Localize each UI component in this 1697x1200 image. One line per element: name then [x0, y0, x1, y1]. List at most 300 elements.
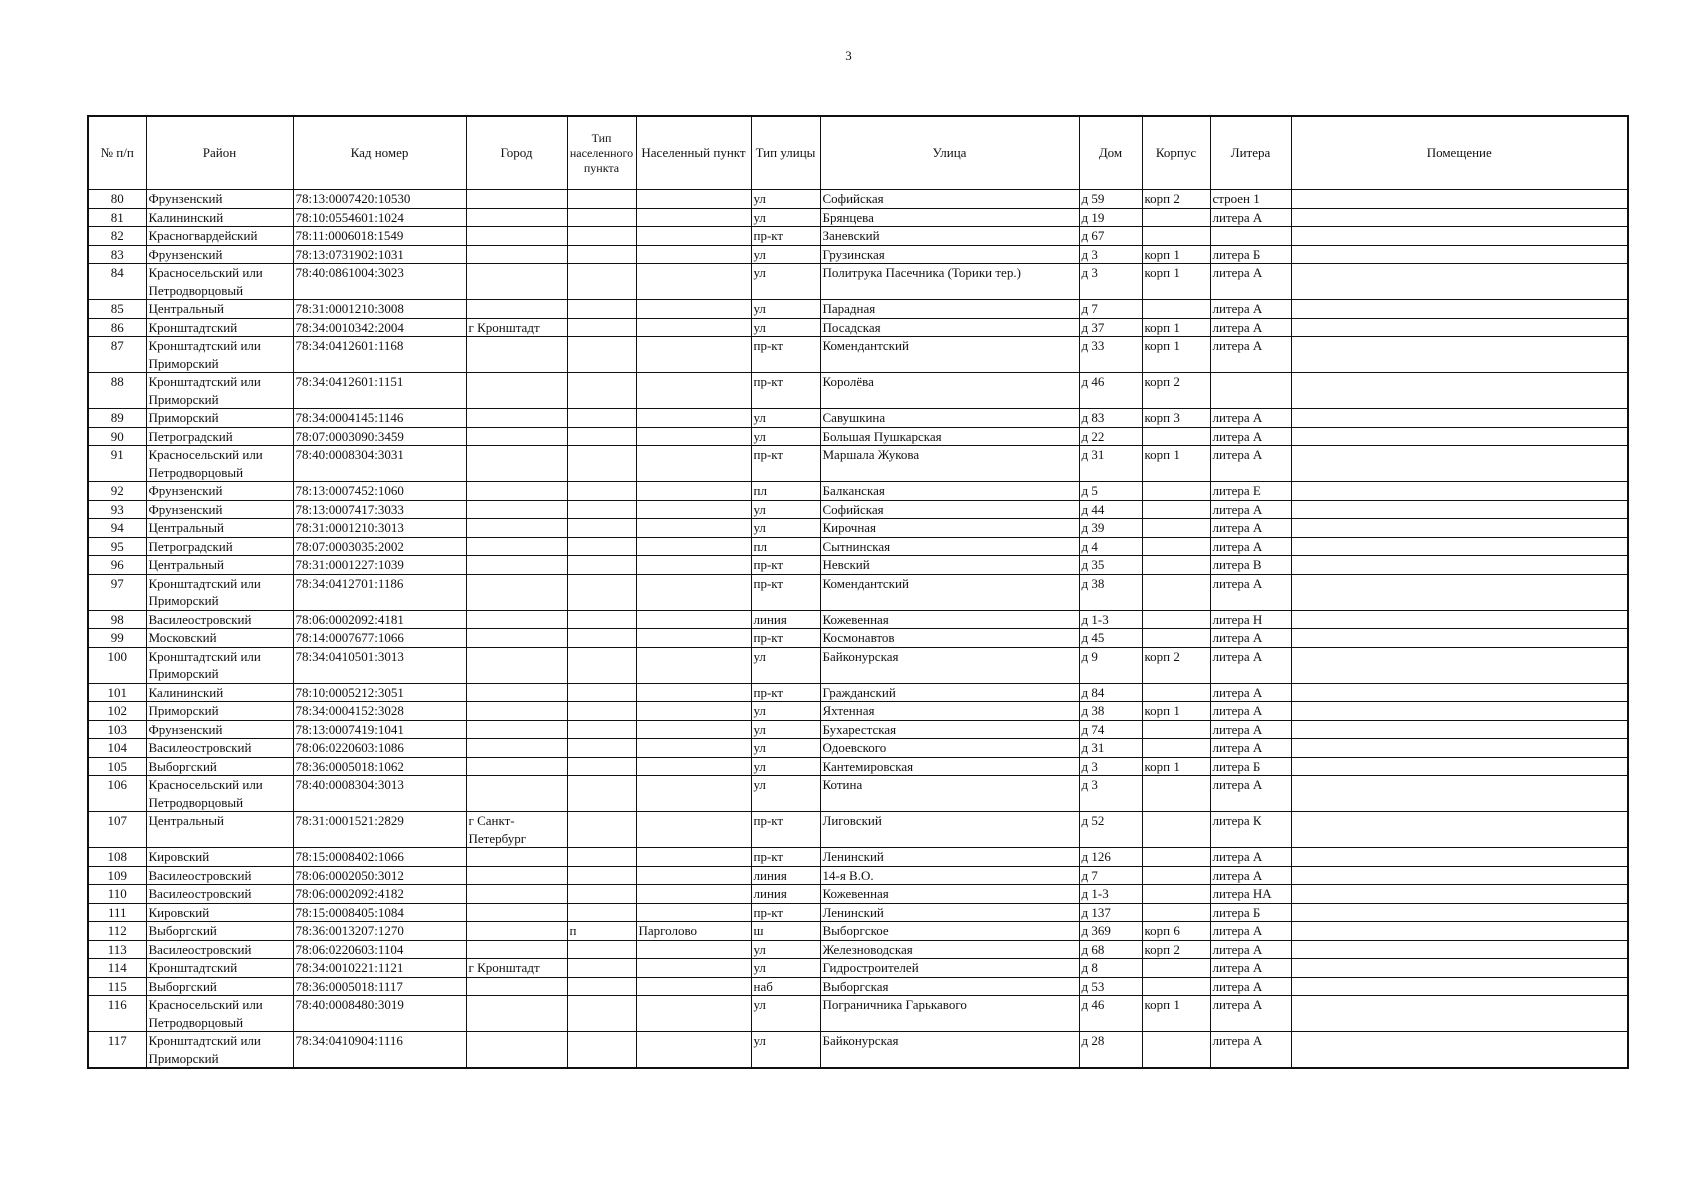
cell-district: Красносельский или Петродворцовый [146, 446, 293, 482]
cell-cadastral: 78:34:0010342:2004 [293, 318, 466, 337]
cell-premises [1291, 1032, 1628, 1069]
table-row [88, 739, 1628, 758]
cell-street-type: ул [751, 519, 820, 538]
cell-cadastral: 78:07:0003035:2002 [293, 537, 466, 556]
table-row [88, 482, 1628, 501]
cell-premises [1291, 629, 1628, 648]
cell-city: г Санкт-Петербург [466, 812, 567, 848]
cell-street-type: ул [751, 647, 820, 683]
cell-settlement [636, 903, 751, 922]
cell-settlement [636, 848, 751, 867]
cell-street: Большая Пушкарская [820, 427, 1079, 446]
cell-house: д 68 [1079, 940, 1142, 959]
header-premises: Помещение [1291, 116, 1628, 190]
cell-building: корп 1 [1142, 245, 1210, 264]
cell-street-type: ул [751, 264, 820, 300]
cell-house: д 28 [1079, 1032, 1142, 1069]
cell-premises [1291, 959, 1628, 978]
cell-settlement [636, 519, 751, 538]
cell-settlement [636, 556, 751, 575]
cell-district: Василеостровский [146, 739, 293, 758]
cell-district: Фрунзенский [146, 482, 293, 501]
table-row [88, 922, 1628, 941]
cell-district: Калининский [146, 208, 293, 227]
cell-street: Посадская [820, 318, 1079, 337]
cell-letter: строен 1 [1210, 190, 1291, 209]
cell-street-type: ул [751, 720, 820, 739]
table-row [88, 629, 1628, 648]
cell-building: корп 2 [1142, 373, 1210, 409]
cell-premises [1291, 848, 1628, 867]
cell-settlement-type [567, 683, 636, 702]
cell-house: д 3 [1079, 245, 1142, 264]
cell-city [466, 885, 567, 904]
cell-house: д 84 [1079, 683, 1142, 702]
cell-settlement-type [567, 885, 636, 904]
table-row [88, 683, 1628, 702]
cell-district: Кронштадтский или Приморский [146, 337, 293, 373]
cell-building [1142, 1032, 1210, 1069]
cell-street-type: пр-кт [751, 812, 820, 848]
cell-street-type: ул [751, 996, 820, 1032]
cell-district: Василеостровский [146, 885, 293, 904]
cell-building [1142, 812, 1210, 848]
cell-premises [1291, 373, 1628, 409]
cell-building [1142, 427, 1210, 446]
cell-premises [1291, 264, 1628, 300]
cell-settlement [636, 337, 751, 373]
cell-city [466, 903, 567, 922]
cell-street-type: линия [751, 866, 820, 885]
cell-district: Василеостровский [146, 610, 293, 629]
cell-street-type: ул [751, 1032, 820, 1069]
cell-premises [1291, 922, 1628, 941]
cell-num: 111 [88, 903, 146, 922]
cell-street-type: ул [751, 940, 820, 959]
cell-letter: литера Б [1210, 245, 1291, 264]
cell-settlement: Парголово [636, 922, 751, 941]
cell-settlement [636, 757, 751, 776]
cell-street-type: пр-кт [751, 848, 820, 867]
cell-city [466, 245, 567, 264]
cell-settlement-type [567, 977, 636, 996]
cell-letter: литера А [1210, 959, 1291, 978]
cell-street-type: ул [751, 245, 820, 264]
cell-street-type: ул [751, 739, 820, 758]
cell-num: 104 [88, 739, 146, 758]
cell-letter: литера А [1210, 537, 1291, 556]
cell-city: г Кронштадт [466, 959, 567, 978]
cell-city [466, 227, 567, 246]
cell-city [466, 500, 567, 519]
cell-premises [1291, 482, 1628, 501]
header-num: № п/п [88, 116, 146, 190]
header-street-type: Тип улицы [751, 116, 820, 190]
cell-cadastral: 78:10:0005212:3051 [293, 683, 466, 702]
cell-settlement-type [567, 610, 636, 629]
cell-district: Кировский [146, 903, 293, 922]
cell-house: д 38 [1079, 702, 1142, 721]
property-table [87, 115, 1629, 1069]
cell-letter: литера А [1210, 866, 1291, 885]
cell-num: 99 [88, 629, 146, 648]
cell-num: 83 [88, 245, 146, 264]
cell-cadastral: 78:36:0005018:1062 [293, 757, 466, 776]
cell-district: Красносельский или Петродворцовый [146, 264, 293, 300]
cell-building [1142, 720, 1210, 739]
cell-cadastral: 78:13:0731902:1031 [293, 245, 466, 264]
cell-premises [1291, 977, 1628, 996]
table-row [88, 959, 1628, 978]
header-city: Город [466, 116, 567, 190]
cell-settlement [636, 1032, 751, 1069]
cell-building [1142, 537, 1210, 556]
table-row [88, 940, 1628, 959]
cell-street-type: пр-кт [751, 337, 820, 373]
cell-house: д 8 [1079, 959, 1142, 978]
cell-district: Приморский [146, 409, 293, 428]
table-row [88, 190, 1628, 209]
cell-cadastral: 78:06:0002050:3012 [293, 866, 466, 885]
cell-city [466, 683, 567, 702]
cell-premises [1291, 190, 1628, 209]
cell-settlement [636, 996, 751, 1032]
cell-num: 89 [88, 409, 146, 428]
cell-district: Выборгский [146, 757, 293, 776]
cell-settlement [636, 500, 751, 519]
cell-street: Одоевского [820, 739, 1079, 758]
cell-building [1142, 959, 1210, 978]
cell-settlement-type [567, 848, 636, 867]
cell-cadastral: 78:07:0003090:3459 [293, 427, 466, 446]
cell-settlement-type [567, 702, 636, 721]
cell-cadastral: 78:13:0007419:1041 [293, 720, 466, 739]
cell-letter: литера А [1210, 300, 1291, 319]
cell-num: 97 [88, 574, 146, 610]
cell-city [466, 848, 567, 867]
table-row [88, 264, 1628, 300]
cell-street-type: ул [751, 300, 820, 319]
cell-settlement-type [567, 519, 636, 538]
cell-city [466, 574, 567, 610]
cell-street-type: пр-кт [751, 373, 820, 409]
header-district: Район [146, 116, 293, 190]
cell-letter: литера А [1210, 996, 1291, 1032]
cell-building [1142, 610, 1210, 629]
cell-district: Калининский [146, 683, 293, 702]
cell-building: корп 1 [1142, 337, 1210, 373]
cell-house: д 9 [1079, 647, 1142, 683]
cell-settlement [636, 683, 751, 702]
cell-num: 94 [88, 519, 146, 538]
header-house: Дом [1079, 116, 1142, 190]
table-row [88, 776, 1628, 812]
cell-building [1142, 683, 1210, 702]
cell-settlement-type [567, 959, 636, 978]
cell-letter: литера К [1210, 812, 1291, 848]
cell-city [466, 519, 567, 538]
cell-street-type: линия [751, 610, 820, 629]
table-row [88, 409, 1628, 428]
cell-num: 109 [88, 866, 146, 885]
cell-street-type: ш [751, 922, 820, 941]
cell-num: 110 [88, 885, 146, 904]
cell-letter: литера А [1210, 208, 1291, 227]
cell-street: Софийская [820, 500, 1079, 519]
cell-letter: литера Б [1210, 903, 1291, 922]
cell-building [1142, 885, 1210, 904]
table-body [88, 190, 1628, 1069]
cell-settlement [636, 610, 751, 629]
cell-premises [1291, 556, 1628, 575]
cell-street: Космонавтов [820, 629, 1079, 648]
cell-letter: литера А [1210, 519, 1291, 538]
cell-settlement-type [567, 720, 636, 739]
cell-cadastral: 78:34:0412601:1168 [293, 337, 466, 373]
cell-settlement [636, 373, 751, 409]
cell-settlement-type [567, 757, 636, 776]
cell-district: Кронштадтский [146, 959, 293, 978]
cell-house: д 38 [1079, 574, 1142, 610]
cell-city [466, 208, 567, 227]
cell-num: 117 [88, 1032, 146, 1069]
table-row [88, 574, 1628, 610]
cell-premises [1291, 337, 1628, 373]
cell-settlement [636, 885, 751, 904]
cell-settlement [636, 977, 751, 996]
cell-street: Выборгское [820, 922, 1079, 941]
cell-num: 85 [88, 300, 146, 319]
table-row [88, 996, 1628, 1032]
cell-city [466, 409, 567, 428]
cell-letter: литера А [1210, 702, 1291, 721]
cell-settlement [636, 227, 751, 246]
cell-house: д 4 [1079, 537, 1142, 556]
cell-street: Гидростроителей [820, 959, 1079, 978]
cell-settlement [636, 739, 751, 758]
cell-district: Петроградский [146, 427, 293, 446]
cell-house: д 46 [1079, 996, 1142, 1032]
cell-district: Кронштадтский или Приморский [146, 1032, 293, 1069]
cell-settlement-type [567, 208, 636, 227]
cell-premises [1291, 996, 1628, 1032]
cell-street: Королёва [820, 373, 1079, 409]
cell-house: д 7 [1079, 866, 1142, 885]
table-row [88, 537, 1628, 556]
table-row [88, 757, 1628, 776]
cell-district: Центральный [146, 812, 293, 848]
table-row [88, 519, 1628, 538]
cell-letter: литера А [1210, 776, 1291, 812]
cell-house: д 74 [1079, 720, 1142, 739]
cell-premises [1291, 866, 1628, 885]
cell-settlement [636, 702, 751, 721]
cell-street: Политрука Пасечника (Торики тер.) [820, 264, 1079, 300]
cell-street-type: пр-кт [751, 683, 820, 702]
table-row [88, 977, 1628, 996]
table-row [88, 300, 1628, 319]
cell-settlement [636, 574, 751, 610]
cell-city [466, 446, 567, 482]
cell-house: д 19 [1079, 208, 1142, 227]
cell-letter: литера А [1210, 446, 1291, 482]
cell-letter: литера А [1210, 683, 1291, 702]
cell-num: 106 [88, 776, 146, 812]
cell-street: Сытнинская [820, 537, 1079, 556]
cell-num: 112 [88, 922, 146, 941]
cell-city [466, 556, 567, 575]
cell-premises [1291, 519, 1628, 538]
cell-cadastral: 78:31:0001210:3008 [293, 300, 466, 319]
table-row [88, 903, 1628, 922]
table-row [88, 245, 1628, 264]
cell-city [466, 702, 567, 721]
cell-district: Кронштадтский [146, 318, 293, 337]
cell-district: Кронштадтский или Приморский [146, 574, 293, 610]
cell-city [466, 629, 567, 648]
cell-street: Котина [820, 776, 1079, 812]
table-row [88, 556, 1628, 575]
cell-cadastral: 78:34:0004152:3028 [293, 702, 466, 721]
cell-city [466, 264, 567, 300]
cell-street-type: ул [751, 959, 820, 978]
cell-settlement [636, 812, 751, 848]
cell-num: 103 [88, 720, 146, 739]
cell-cadastral: 78:31:0001210:3013 [293, 519, 466, 538]
cell-street-type: пр-кт [751, 903, 820, 922]
cell-settlement [636, 959, 751, 978]
cell-settlement [636, 190, 751, 209]
cell-num: 107 [88, 812, 146, 848]
cell-building: корп 3 [1142, 409, 1210, 428]
cell-cadastral: 78:36:0005018:1117 [293, 977, 466, 996]
table-row [88, 227, 1628, 246]
cell-settlement [636, 446, 751, 482]
table-row [88, 208, 1628, 227]
cell-num: 100 [88, 647, 146, 683]
cell-house: д 45 [1079, 629, 1142, 648]
cell-cadastral: 78:40:0008304:3013 [293, 776, 466, 812]
cell-city [466, 647, 567, 683]
cell-street: Лиговский [820, 812, 1079, 848]
cell-cadastral: 78:15:0008405:1084 [293, 903, 466, 922]
cell-settlement [636, 940, 751, 959]
cell-cadastral: 78:06:0220603:1104 [293, 940, 466, 959]
cell-num: 82 [88, 227, 146, 246]
table-row [88, 373, 1628, 409]
cell-premises [1291, 610, 1628, 629]
cell-house: д 126 [1079, 848, 1142, 867]
cell-num: 101 [88, 683, 146, 702]
cell-cadastral: 78:31:0001227:1039 [293, 556, 466, 575]
cell-cadastral: 78:34:0004145:1146 [293, 409, 466, 428]
cell-cadastral: 78:06:0220603:1086 [293, 739, 466, 758]
cell-district: Кронштадтский или Приморский [146, 647, 293, 683]
cell-city [466, 537, 567, 556]
cell-settlement-type [567, 940, 636, 959]
cell-house: д 35 [1079, 556, 1142, 575]
cell-district: Фрунзенский [146, 500, 293, 519]
cell-house: д 83 [1079, 409, 1142, 428]
cell-building [1142, 629, 1210, 648]
cell-settlement [636, 264, 751, 300]
cell-house: д 37 [1079, 318, 1142, 337]
cell-settlement-type [567, 574, 636, 610]
cell-city [466, 1032, 567, 1069]
cell-num: 80 [88, 190, 146, 209]
cell-district: Кронштадтский или Приморский [146, 373, 293, 409]
cell-street: Комендантский [820, 337, 1079, 373]
cell-premises [1291, 245, 1628, 264]
cell-cadastral: 78:40:0861004:3023 [293, 264, 466, 300]
cell-settlement-type [567, 227, 636, 246]
cell-street: Маршала Жукова [820, 446, 1079, 482]
cell-cadastral: 78:13:0007452:1060 [293, 482, 466, 501]
cell-building [1142, 903, 1210, 922]
cell-district: Центральный [146, 300, 293, 319]
cell-num: 96 [88, 556, 146, 575]
cell-num: 91 [88, 446, 146, 482]
cell-letter: литера А [1210, 427, 1291, 446]
cell-district: Кировский [146, 848, 293, 867]
cell-letter: литера А [1210, 647, 1291, 683]
table-row [88, 848, 1628, 867]
cell-cadastral: 78:10:0554601:1024 [293, 208, 466, 227]
cell-street-type: пр-кт [751, 574, 820, 610]
cell-settlement-type [567, 482, 636, 501]
cell-house: д 59 [1079, 190, 1142, 209]
cell-house: д 46 [1079, 373, 1142, 409]
cell-street: Балканская [820, 482, 1079, 501]
cell-street-type: ул [751, 190, 820, 209]
table-row [88, 1032, 1628, 1069]
cell-premises [1291, 903, 1628, 922]
cell-settlement [636, 409, 751, 428]
cell-num: 115 [88, 977, 146, 996]
cell-street: Кантемировская [820, 757, 1079, 776]
cell-premises [1291, 683, 1628, 702]
cell-city [466, 739, 567, 758]
cell-street: Невский [820, 556, 1079, 575]
cell-letter: литера А [1210, 500, 1291, 519]
cell-city [466, 337, 567, 373]
cell-building [1142, 848, 1210, 867]
cell-settlement [636, 866, 751, 885]
cell-building [1142, 977, 1210, 996]
cell-street-type: ул [751, 702, 820, 721]
cell-street-type: линия [751, 885, 820, 904]
cell-district: Фрунзенский [146, 720, 293, 739]
cell-num: 105 [88, 757, 146, 776]
cell-house: д 3 [1079, 757, 1142, 776]
cell-settlement-type [567, 300, 636, 319]
cell-street-type: пр-кт [751, 446, 820, 482]
cell-street-type: ул [751, 409, 820, 428]
cell-city [466, 373, 567, 409]
cell-premises [1291, 702, 1628, 721]
cell-street: Гражданский [820, 683, 1079, 702]
cell-building: корп 1 [1142, 264, 1210, 300]
cell-letter: литера Е [1210, 482, 1291, 501]
cell-house: д 67 [1079, 227, 1142, 246]
table-header-row [88, 116, 1628, 190]
cell-premises [1291, 227, 1628, 246]
table-row [88, 647, 1628, 683]
cell-street-type: наб [751, 977, 820, 996]
cell-settlement-type [567, 337, 636, 373]
table-row [88, 885, 1628, 904]
cell-letter: литера А [1210, 977, 1291, 996]
